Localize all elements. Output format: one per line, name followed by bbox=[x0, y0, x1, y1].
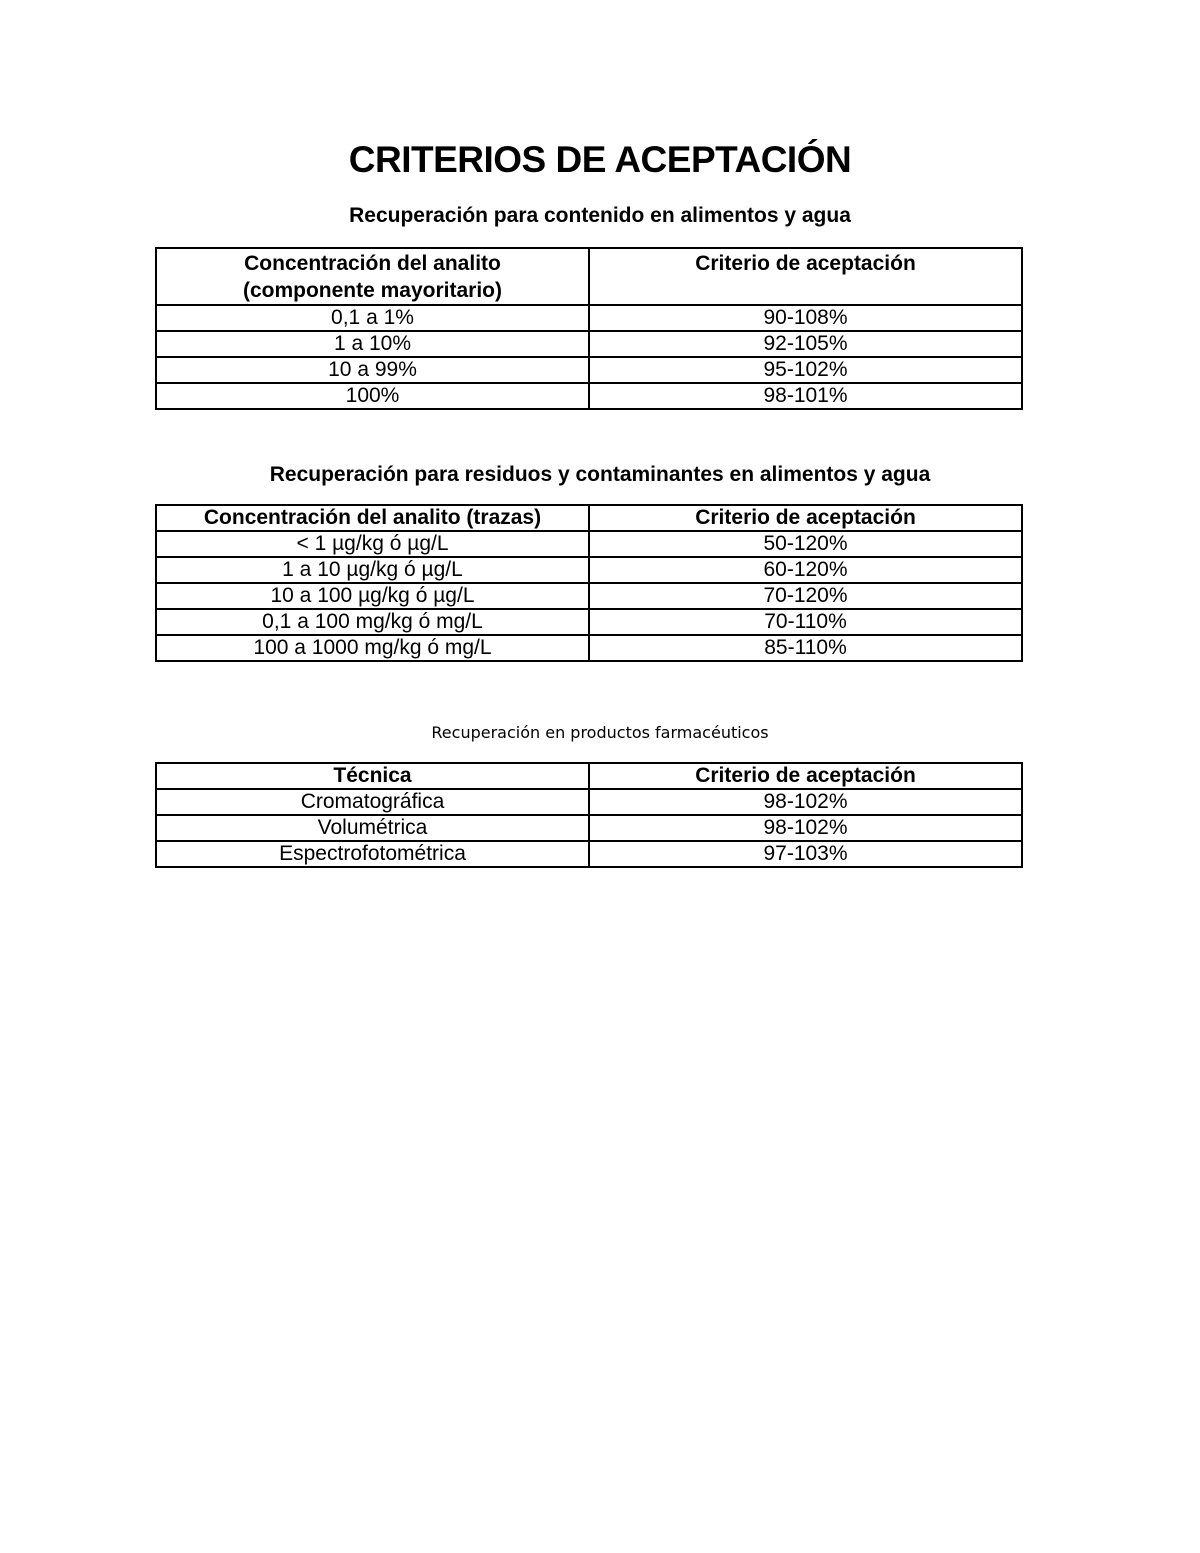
cell-criterio: 98-102% bbox=[589, 815, 1022, 841]
table-row bbox=[156, 789, 1022, 815]
page-title: CRITERIOS DE ACEPTACIÓN bbox=[348, 139, 852, 180]
table-farmaceuticos bbox=[155, 762, 1023, 868]
header-concentracion: Concentración del analito (trazas) bbox=[156, 505, 589, 531]
table-row bbox=[156, 331, 1022, 357]
table-row bbox=[156, 357, 1022, 383]
cell-concentracion: 10 a 99% bbox=[156, 357, 589, 383]
cell-criterio: 50-120% bbox=[589, 531, 1022, 557]
cell-concentracion: 100% bbox=[156, 383, 589, 409]
cell-concentracion: 10 a 100 µg/kg ó µg/L bbox=[156, 583, 589, 609]
cell-concentracion: 0,1 a 1% bbox=[156, 305, 589, 331]
cell-concentracion: 0,1 a 100 mg/kg ó mg/L bbox=[156, 609, 589, 635]
table-row bbox=[156, 305, 1022, 331]
cell-concentracion: 1 a 10% bbox=[156, 331, 589, 357]
table-row bbox=[156, 841, 1022, 867]
table-header-row bbox=[156, 248, 1022, 305]
header-tecnica: Técnica bbox=[156, 763, 589, 789]
cell-concentracion: 100 a 1000 mg/kg ó mg/L bbox=[156, 635, 589, 661]
cell-concentracion: < 1 µg/kg ó µg/L bbox=[156, 531, 589, 557]
header-concentracion-line1: Concentración del analito bbox=[244, 252, 501, 275]
table-header-row bbox=[156, 763, 1022, 789]
header-criterio: Criterio de aceptación bbox=[589, 505, 1022, 531]
cell-criterio: 90-108% bbox=[589, 305, 1022, 331]
cell-tecnica: Espectrofotométrica bbox=[156, 841, 589, 867]
table-row bbox=[156, 557, 1022, 583]
cell-criterio: 98-102% bbox=[589, 789, 1022, 815]
table-row bbox=[156, 609, 1022, 635]
section2-heading: Recuperación para residuos y contaminantes en alimentos y agua bbox=[269, 463, 931, 486]
cell-criterio: 70-120% bbox=[589, 583, 1022, 609]
cell-criterio: 92-105% bbox=[589, 331, 1022, 357]
header-criterio: Criterio de aceptación bbox=[589, 248, 1022, 305]
header-concentracion bbox=[156, 248, 589, 305]
header-concentracion-line2: (componente mayoritario) bbox=[242, 279, 503, 302]
cell-criterio: 60-120% bbox=[589, 557, 1022, 583]
section3-heading: Recuperación en productos farmacéuticos bbox=[431, 723, 769, 742]
table-row bbox=[156, 531, 1022, 557]
table-contenido bbox=[155, 247, 1023, 410]
cell-concentracion: 1 a 10 µg/kg ó µg/L bbox=[156, 557, 589, 583]
table-row bbox=[156, 635, 1022, 661]
table-residuos bbox=[155, 504, 1023, 662]
cell-criterio: 95-102% bbox=[589, 357, 1022, 383]
header-criterio: Criterio de aceptación bbox=[589, 763, 1022, 789]
table-row bbox=[156, 815, 1022, 841]
cell-criterio: 70-110% bbox=[589, 609, 1022, 635]
table-header-row bbox=[156, 505, 1022, 531]
cell-criterio: 85-110% bbox=[589, 635, 1022, 661]
cell-tecnica: Volumétrica bbox=[156, 815, 589, 841]
cell-criterio: 97-103% bbox=[589, 841, 1022, 867]
table-row bbox=[156, 583, 1022, 609]
table-row bbox=[156, 383, 1022, 409]
cell-tecnica: Cromatográfica bbox=[156, 789, 589, 815]
section1-heading: Recuperación para contenido en alimentos y agua bbox=[349, 204, 851, 227]
cell-criterio: 98-101% bbox=[589, 383, 1022, 409]
